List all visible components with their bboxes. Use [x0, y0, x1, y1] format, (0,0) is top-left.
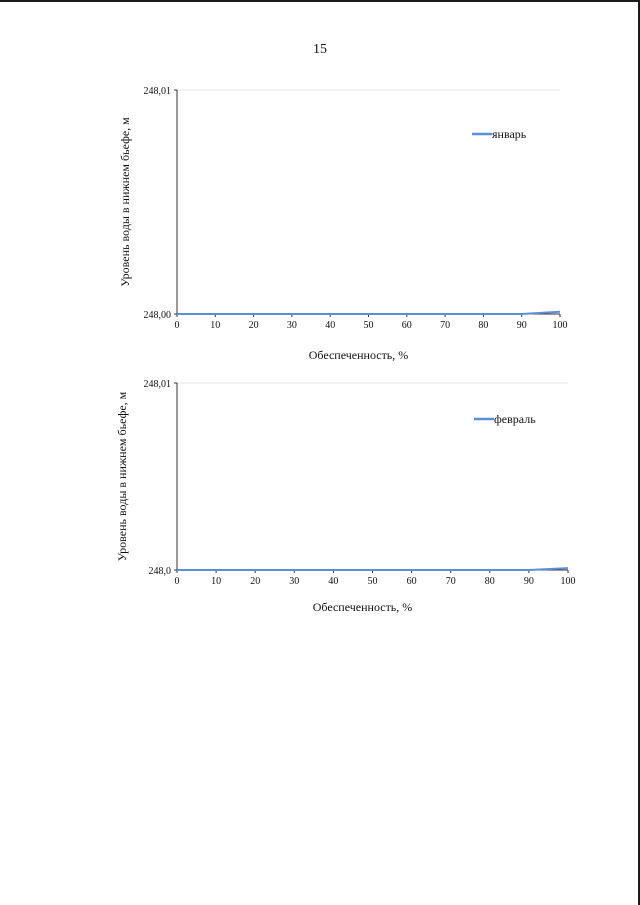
x-tick-label: 90: [516, 320, 527, 331]
x-tick-label: 0: [174, 320, 180, 331]
x-tick-label: 20: [248, 320, 259, 331]
series-line: [177, 568, 568, 570]
x-tick-label: 80: [478, 320, 489, 331]
x-tick-label: 40: [328, 576, 339, 587]
chart-january: [0, 70, 640, 370]
x-tick-label: 20: [250, 576, 261, 587]
x-tick-label: 40: [325, 320, 336, 331]
legend-label: январь: [492, 127, 527, 141]
x-tick-label: 90: [523, 576, 534, 587]
x-tick-label: 50: [367, 576, 378, 587]
x-tick-label: 30: [289, 576, 300, 587]
x-axis-title: Обеспеченность, %: [308, 348, 409, 362]
y-tick-label: 248,00: [143, 310, 171, 321]
x-tick-label: 70: [445, 576, 456, 587]
y-axis-title: Уровень воды в нижнем бьефе, м: [118, 117, 132, 287]
page-number: 15: [313, 42, 327, 57]
x-tick-label: 100: [552, 320, 568, 331]
x-tick-label: 30: [286, 320, 297, 331]
legend-label: февраль: [494, 412, 536, 426]
x-tick-label: 10: [210, 320, 221, 331]
y-tick-label: 248,01: [143, 379, 171, 390]
x-axis-title: Обеспеченность, %: [312, 600, 413, 614]
x-tick-label: 50: [363, 320, 374, 331]
x-tick-label: 70: [440, 320, 451, 331]
x-tick-label: 60: [401, 320, 412, 331]
y-tick-label: 248,0: [148, 566, 171, 577]
chart-february: [0, 365, 640, 625]
x-tick-label: 80: [484, 576, 495, 587]
x-tick-label: 100: [560, 576, 576, 587]
x-tick-label: 0: [174, 576, 180, 587]
x-tick-label: 60: [406, 576, 417, 587]
series-line: [177, 312, 560, 314]
y-axis-title: Уровень воды в нижнем бьефе, м: [115, 391, 129, 562]
y-tick-label: 248,01: [143, 86, 171, 97]
x-tick-label: 10: [211, 576, 222, 587]
